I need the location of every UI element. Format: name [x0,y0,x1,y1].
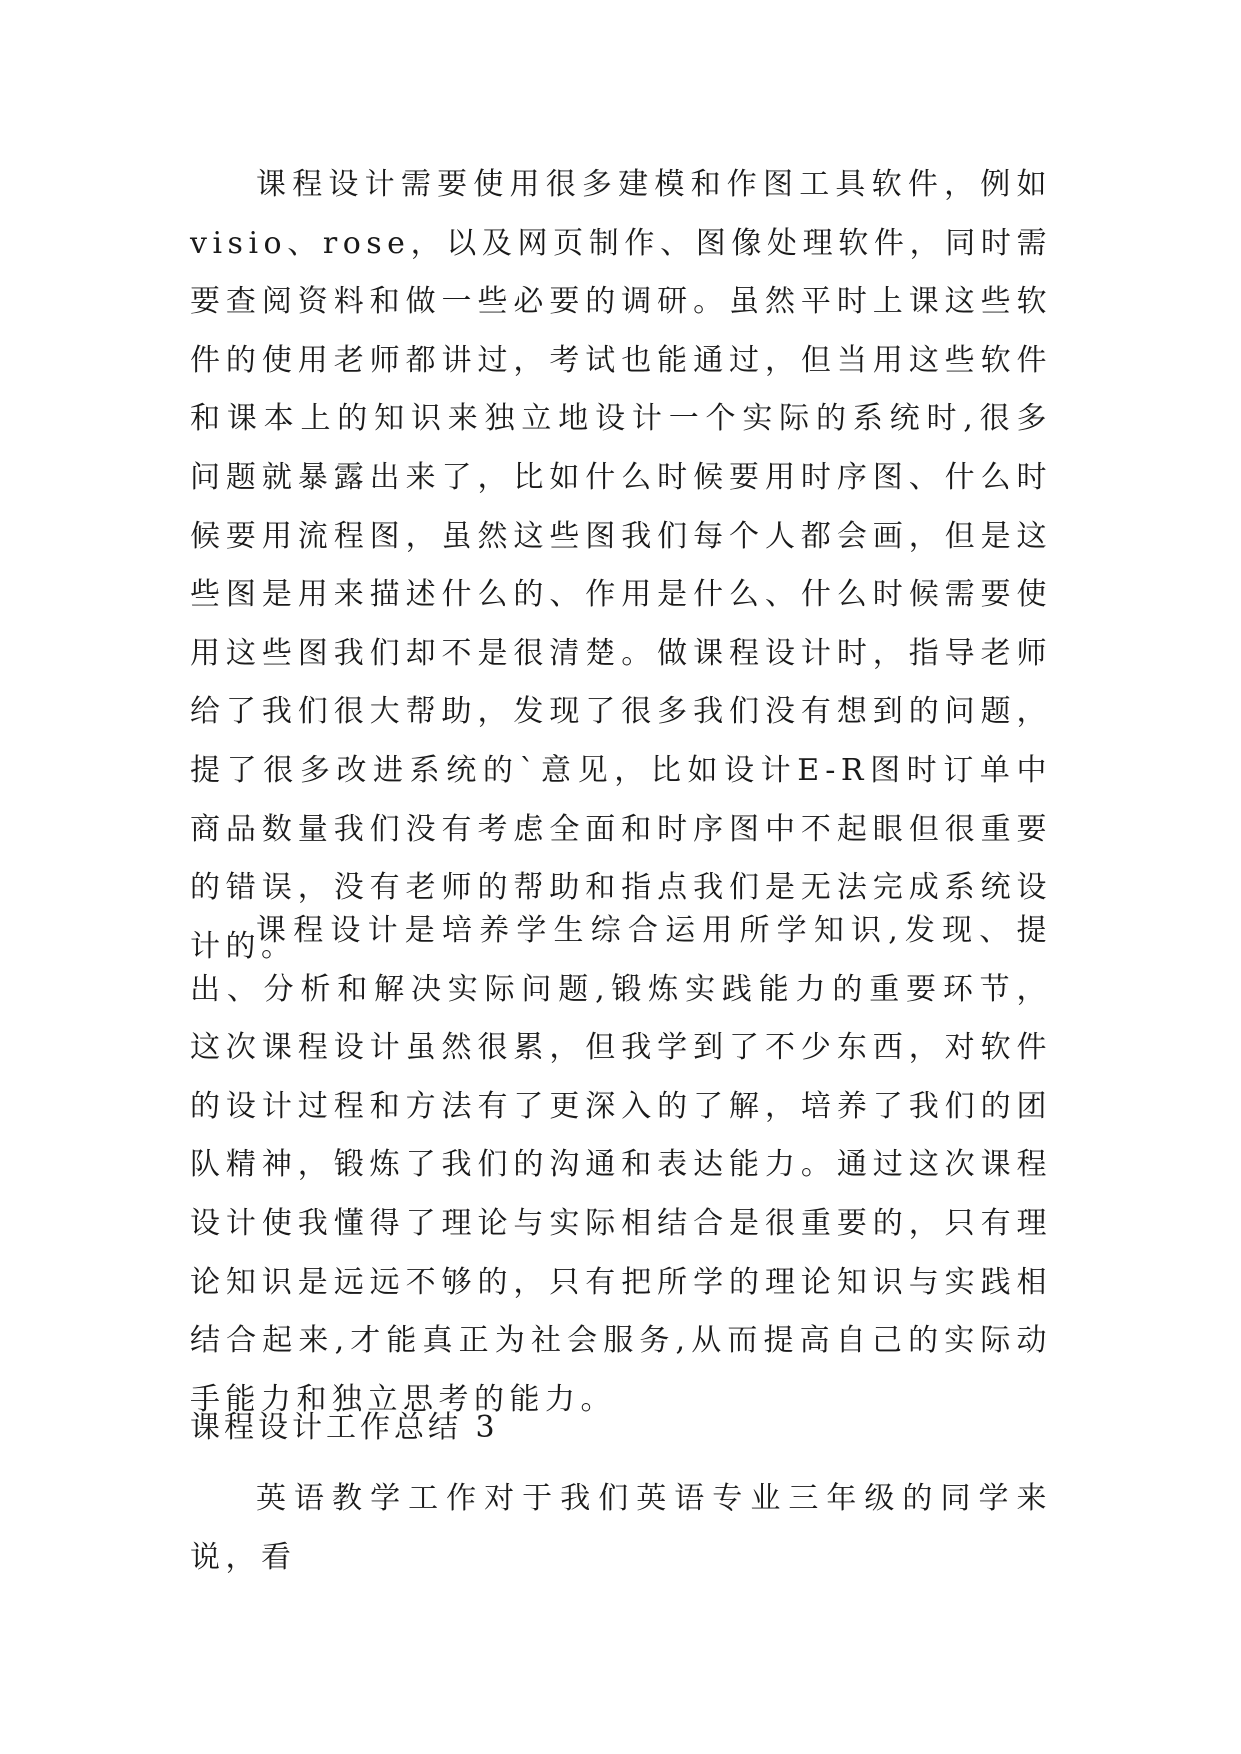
body-paragraph-2: 课程设计是培养学生综合运用所学知识,发现、提出、分析和解决实际问题,锻炼实践能力的重要环节，这次课程设计虽然很累，但我学到了不少东西，对软件的设计过程和方法有了更深入的了解，培养了我们的团队精神，锻炼了我们的沟通和表达能力。通过这次课程设计使我懂得了理论与实际相结合是很重要的，只有理论知识是远远不够的，只有把所学的理论知识与实践相结合起来,才能真正为社会服务,从而提高自己的实际动手能力和独立思考的能力。 [190,913,1052,1417]
section-paragraph: 英语教学工作对于我们英语专业三年级的同学来说，看 [190,1481,1052,1575]
body-paragraph-1: 课程设计需要使用很多建模和作图工具软件，例如visio、rose，以及网页制作、图像处理软件，同时需要查阅资料和做一些必要的调研。虽然平时上课这些软件的使用老师都讲过，考试也能通过，但当用这些软件和课本上的知识来独立地设计一个实际的系统时,很多问题就暴露出来了，比如什么时候要用时序图、什么时候要用流程图，虽然这些图我们每个人都会画，但是这些图是用来描述什么的、作用是什么、什么时候需要使用这些图我们却不是很清楚。做课程设计时，指导老师给了我们很大帮助，发现了很多我们没有想到的问题，提了很多改进系统的`意见，比如设计E-R图时订单中商品数量我们没有考虑全面和时序图中不起眼但很重要的错误，没有老师的帮助和指点我们是无法完成系统设计的。 [190,167,1052,964]
section-heading: 课程设计工作总结 3 [190,1410,499,1445]
